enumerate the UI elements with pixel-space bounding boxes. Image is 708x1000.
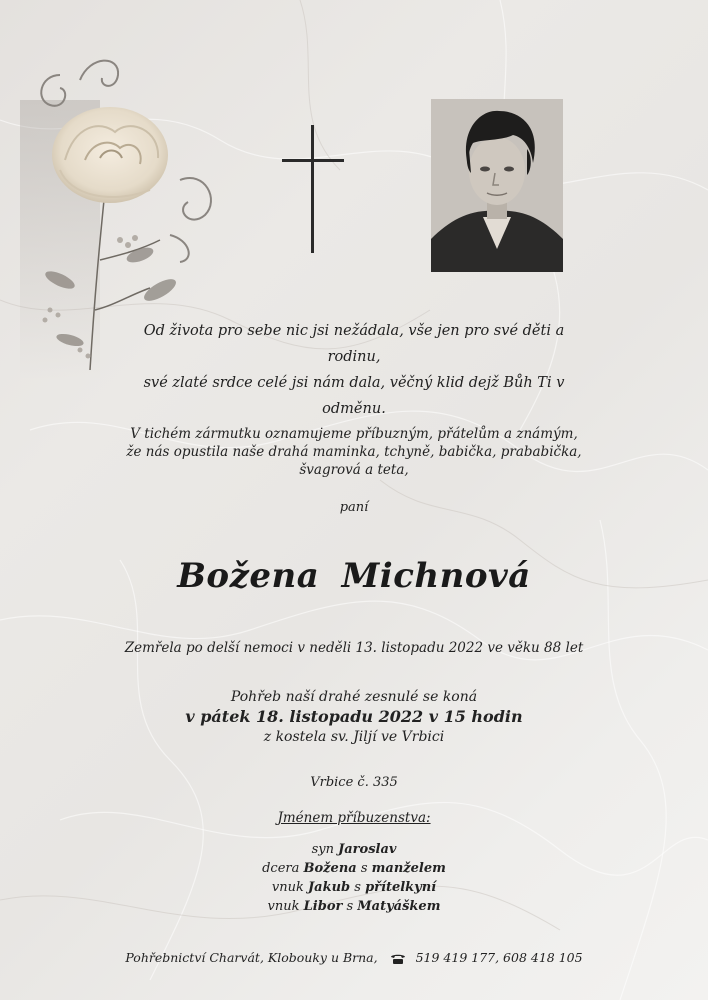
deceased-last-name: Michnová <box>341 556 531 596</box>
family-member-name: Libor <box>303 899 343 914</box>
family-relation: dcera <box>262 861 300 876</box>
family-suffix-name: Matyáškem <box>357 899 441 914</box>
funeral-date: v pátek 18. listopadu 2022 v 15 hodin <box>185 707 523 726</box>
family-row <box>0 859 708 878</box>
family-member-name: Jaroslav <box>338 842 397 857</box>
family-list <box>0 840 708 916</box>
portrait-image <box>431 99 563 272</box>
family-row <box>0 840 708 859</box>
announcement-line-2: že nás opustila naše drahá maminka, tchyně, babička, prababička, <box>126 444 582 460</box>
poem-line-1: Od života pro sebe nic jsi nežádala, vše jen pro své děti a rodinu, <box>143 323 565 365</box>
address: Vrbice č. 335 <box>310 775 398 790</box>
family-suffix-name: manželem <box>371 861 446 876</box>
family-suffix: s <box>356 861 372 876</box>
announcement <box>0 425 708 479</box>
family-member-name: Božena <box>303 861 357 876</box>
cross-icon <box>282 125 344 253</box>
family-row <box>0 897 708 916</box>
funeral-place: z kostela sv. Jiljí ve Vrbici <box>263 729 445 745</box>
funeral-company: Pohřebnictví Charvát, Klobouky u Brna, <box>125 950 378 965</box>
family-suffix: s <box>342 899 358 914</box>
deceased-name <box>0 556 708 596</box>
poem-line-2: své zlaté srdce celé jsi nám dala, věčný klid dejž Bůh Ti v odměnu. <box>143 375 565 417</box>
family-suffix: s <box>350 880 366 895</box>
poem <box>0 318 578 422</box>
family-relation: vnuk <box>267 899 300 914</box>
footer <box>0 950 708 965</box>
deceased-first-name: Božena <box>177 556 320 596</box>
phone-icon <box>390 953 406 965</box>
portrait-photo <box>431 99 563 272</box>
funeral-info <box>0 687 708 747</box>
family-relation: syn <box>311 842 334 857</box>
family-row <box>0 878 708 897</box>
announcement-line-1: V tichém zármutku oznamujeme příbuzným, přátelům a známým, <box>130 426 578 442</box>
family-relation: vnuk <box>271 880 304 895</box>
death-info: Zemřela po delší nemoci v neděli 13. listopadu 2022 ve věku 88 let <box>124 640 584 656</box>
family-member-name: Jakub <box>308 880 351 895</box>
family-suffix-name: přítelkyní <box>365 880 437 895</box>
family-heading <box>0 810 708 826</box>
funeral-line-1: Pohřeb naší drahé zesnulé se koná <box>230 689 478 705</box>
phone-numbers: 519 419 177, 608 418 105 <box>415 950 583 965</box>
title-word: paní <box>339 500 369 515</box>
family-heading-text: Jménem příbuzenstva: <box>277 810 431 826</box>
announcement-line-3: švagrová a teta, <box>299 462 409 478</box>
